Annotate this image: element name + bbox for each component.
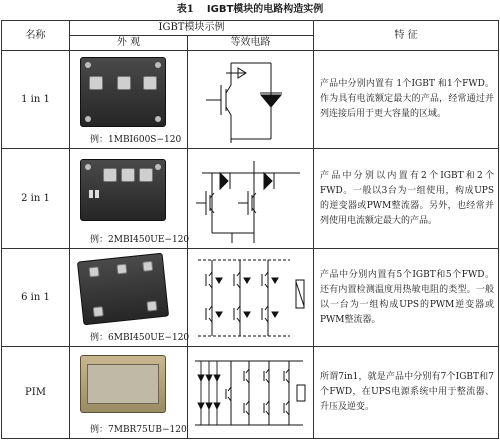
igbt-table: [1, 20, 499, 439]
module-photo-cell: [70, 249, 188, 347]
header-feature: 特 征: [314, 21, 499, 51]
table-row: [2, 51, 499, 149]
igbt-circuit-diagram: [196, 55, 306, 145]
table-row: [2, 249, 499, 347]
row-name: PIM: [2, 347, 70, 439]
equivalent-circuit: [188, 347, 314, 439]
row-name: 6 in 1: [2, 249, 70, 347]
equivalent-circuit: [188, 249, 314, 347]
row-name: 1 in 1: [2, 51, 70, 149]
half-bridge-circuit-diagram: [192, 153, 310, 245]
header-circuit: 等效电路: [188, 36, 314, 51]
example-part-number: 例：1MBI600S−120: [90, 135, 182, 145]
six-pack-circuit-diagram: [192, 252, 310, 344]
table-title: IGBT模块的电路构造实例: [206, 4, 324, 15]
table-number: 表1: [176, 4, 194, 15]
equivalent-circuit: [188, 149, 314, 249]
module-photo: [80, 355, 166, 413]
table-caption: [0, 3, 500, 17]
equivalent-circuit: [188, 51, 314, 149]
example-part-number: 例：7MBR75UB−120: [90, 425, 187, 435]
module-photo: [77, 253, 169, 326]
pim-circuit-diagram: [191, 351, 311, 435]
module-photo-cell: [70, 149, 188, 249]
feature-text: 产品中分别以内置有2个IGBT和2个FWD。一般以3台为一组使用，构成UPS的逆变器或PWM整流器。另外，也经常并列使用电流额定最大的产品。: [314, 149, 499, 249]
module-photo-cell: [70, 51, 188, 149]
module-photo: [80, 159, 166, 221]
example-part-number: 例：6MBI450UE−120: [90, 333, 190, 343]
table-row: [2, 347, 499, 439]
feature-text: 产品中分别内置有5个IGBT和5个FWD。还有内置检测温度用热敏电阻的类型。一般以一台为一组构成UPS的PWM逆变器或PWM整流器。: [314, 249, 499, 347]
header-appearance: 外 观: [70, 36, 188, 51]
feature-text: 所谓7in1，就是产品中分别有7个IGBT和7个FWD，在UPS电源系统中用于整流器、升压及逆变。: [314, 347, 499, 439]
module-photo: [80, 57, 166, 127]
row-name: 2 in 1: [2, 149, 70, 249]
header-example-group: IGBT模块示例: [70, 21, 314, 36]
module-photo-cell: [70, 347, 188, 439]
header-name: 名称: [2, 21, 70, 51]
feature-text: 产品中分别内置有 1个IGBT 和1个FWD。作为具有电流额定最大的产品，经常通过并列连接后用于更大容量的区域。: [314, 51, 499, 149]
example-part-number: 例：2MBI450UE−120: [90, 235, 190, 245]
table-row: [2, 149, 499, 249]
